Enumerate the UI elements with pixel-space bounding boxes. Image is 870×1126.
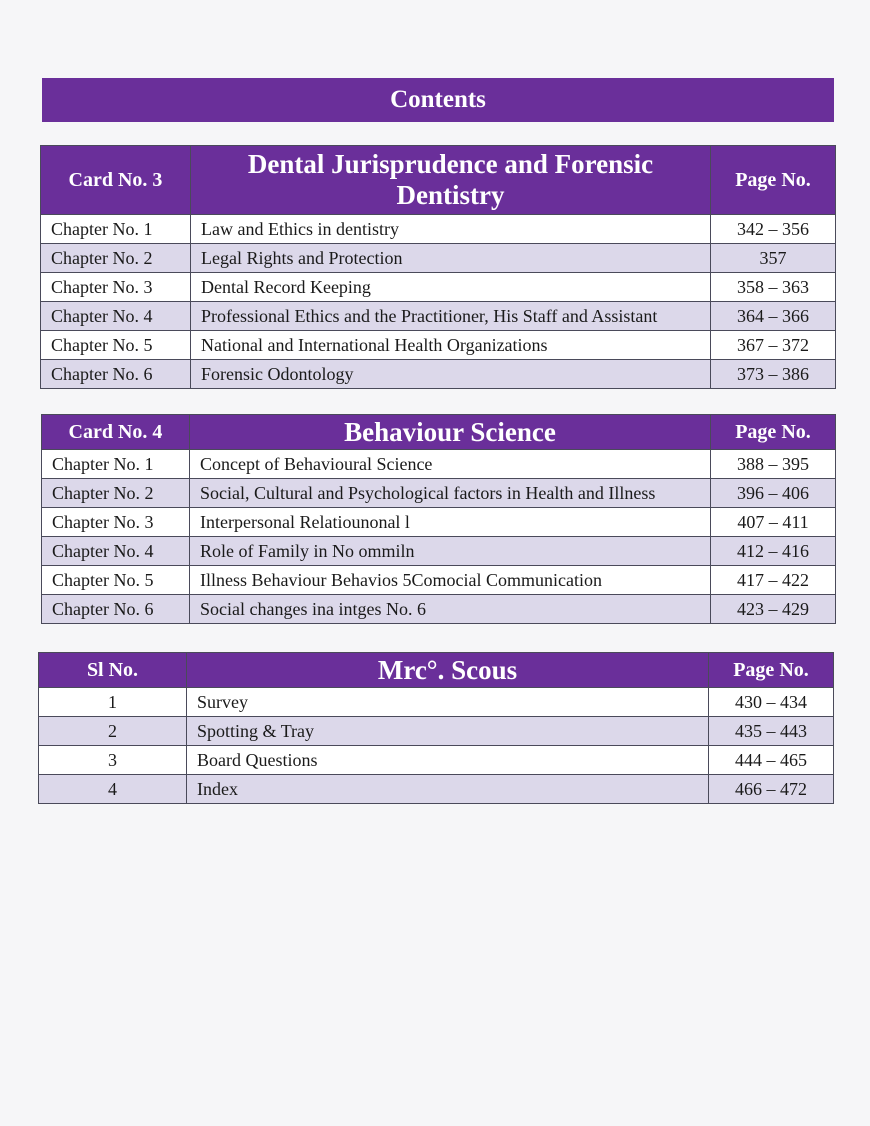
chapter-no: Chapter No. 5 — [42, 566, 190, 595]
chapter-no: Chapter No. 3 — [42, 508, 190, 537]
chapter-pages: 358 – 363 — [711, 273, 836, 302]
chapter-title: Social, Cultural and Psychological factors in Health and Illness — [190, 479, 711, 508]
card-label: Card No. 4 — [42, 415, 190, 450]
chapter-title: National and International Health Organizations — [191, 331, 711, 360]
chapter-pages: 407 – 411 — [711, 508, 836, 537]
chapter-title: Social changes ina intges No. 6 — [190, 595, 711, 624]
chapter-pages: 417 – 422 — [711, 566, 836, 595]
section-title: Dental Jurisprudence and Forensic Dentistry — [191, 146, 711, 215]
chapter-no: Chapter No. 5 — [41, 331, 191, 360]
item-pages: 444 – 465 — [709, 746, 834, 775]
item-title: Index — [187, 775, 709, 804]
serial-no: 1 — [39, 688, 187, 717]
page-no-header: Page No. — [711, 415, 836, 450]
table-row — [41, 273, 836, 302]
chapter-no: Chapter No. 6 — [41, 360, 191, 389]
table-row — [39, 688, 834, 717]
serial-no: 4 — [39, 775, 187, 804]
item-pages: 430 – 434 — [709, 688, 834, 717]
card-label: Card No. 3 — [41, 146, 191, 215]
chapter-title: Illness Behaviour Behavios 5Comocial Communication — [190, 566, 711, 595]
page-no-header: Page No. — [711, 146, 836, 215]
table-row — [41, 244, 836, 273]
contents-banner — [42, 78, 834, 122]
chapter-pages: 412 – 416 — [711, 537, 836, 566]
table-row — [42, 595, 836, 624]
table-row — [42, 479, 836, 508]
chapter-title: Law and Ethics in dentistry — [191, 215, 711, 244]
section-title: Mrc°. Scous — [187, 653, 709, 688]
table-row — [39, 775, 834, 804]
chapter-no: Chapter No. 3 — [41, 273, 191, 302]
chapter-no: Chapter No. 4 — [42, 537, 190, 566]
table-row — [41, 360, 836, 389]
page-no-header: Page No. — [709, 653, 834, 688]
table-row — [42, 508, 836, 537]
chapter-title: Legal Rights and Protection — [191, 244, 711, 273]
chapter-no: Chapter No. 2 — [41, 244, 191, 273]
table-row — [42, 537, 836, 566]
chapter-title: Interpersonal Relatiounonal l — [190, 508, 711, 537]
chapter-no: Chapter No. 4 — [41, 302, 191, 331]
serial-no: 2 — [39, 717, 187, 746]
item-title: Spotting & Tray — [187, 717, 709, 746]
chapter-pages: 357 — [711, 244, 836, 273]
chapter-title: Dental Record Keeping — [191, 273, 711, 302]
chapter-title: Forensic Odontology — [191, 360, 711, 389]
chapter-pages: 364 – 366 — [711, 302, 836, 331]
misc-header-row — [39, 653, 834, 688]
item-pages: 466 – 472 — [709, 775, 834, 804]
chapter-title: Concept of Behavioural Science — [190, 450, 711, 479]
chapter-pages: 396 – 406 — [711, 479, 836, 508]
item-title: Survey — [187, 688, 709, 717]
chapter-pages: 423 – 429 — [711, 595, 836, 624]
section-title: Behaviour Science — [190, 415, 711, 450]
table-row — [42, 450, 836, 479]
chapter-pages: 367 – 372 — [711, 331, 836, 360]
chapter-pages: 342 – 356 — [711, 215, 836, 244]
item-title: Board Questions — [187, 746, 709, 775]
card-4-header-row — [42, 415, 836, 450]
table-row — [41, 215, 836, 244]
card-4-table — [41, 414, 836, 624]
sl-no-header: Sl No. — [39, 653, 187, 688]
misc-table — [38, 652, 834, 804]
table-row — [39, 717, 834, 746]
card-3-header-row — [41, 146, 836, 215]
chapter-pages: 373 – 386 — [711, 360, 836, 389]
serial-no: 3 — [39, 746, 187, 775]
item-pages: 435 – 443 — [709, 717, 834, 746]
table-row — [42, 566, 836, 595]
table-row — [39, 746, 834, 775]
chapter-no: Chapter No. 6 — [42, 595, 190, 624]
chapter-pages: 388 – 395 — [711, 450, 836, 479]
card-3-table — [40, 145, 836, 389]
chapter-no: Chapter No. 1 — [41, 215, 191, 244]
contents-title: Contents — [390, 86, 486, 113]
chapter-no: Chapter No. 1 — [42, 450, 190, 479]
chapter-no: Chapter No. 2 — [42, 479, 190, 508]
chapter-title: Role of Family in No ommiln — [190, 537, 711, 566]
table-row — [41, 331, 836, 360]
table-row — [41, 302, 836, 331]
chapter-title: Professional Ethics and the Practitioner, His Staff and Assistant — [191, 302, 711, 331]
